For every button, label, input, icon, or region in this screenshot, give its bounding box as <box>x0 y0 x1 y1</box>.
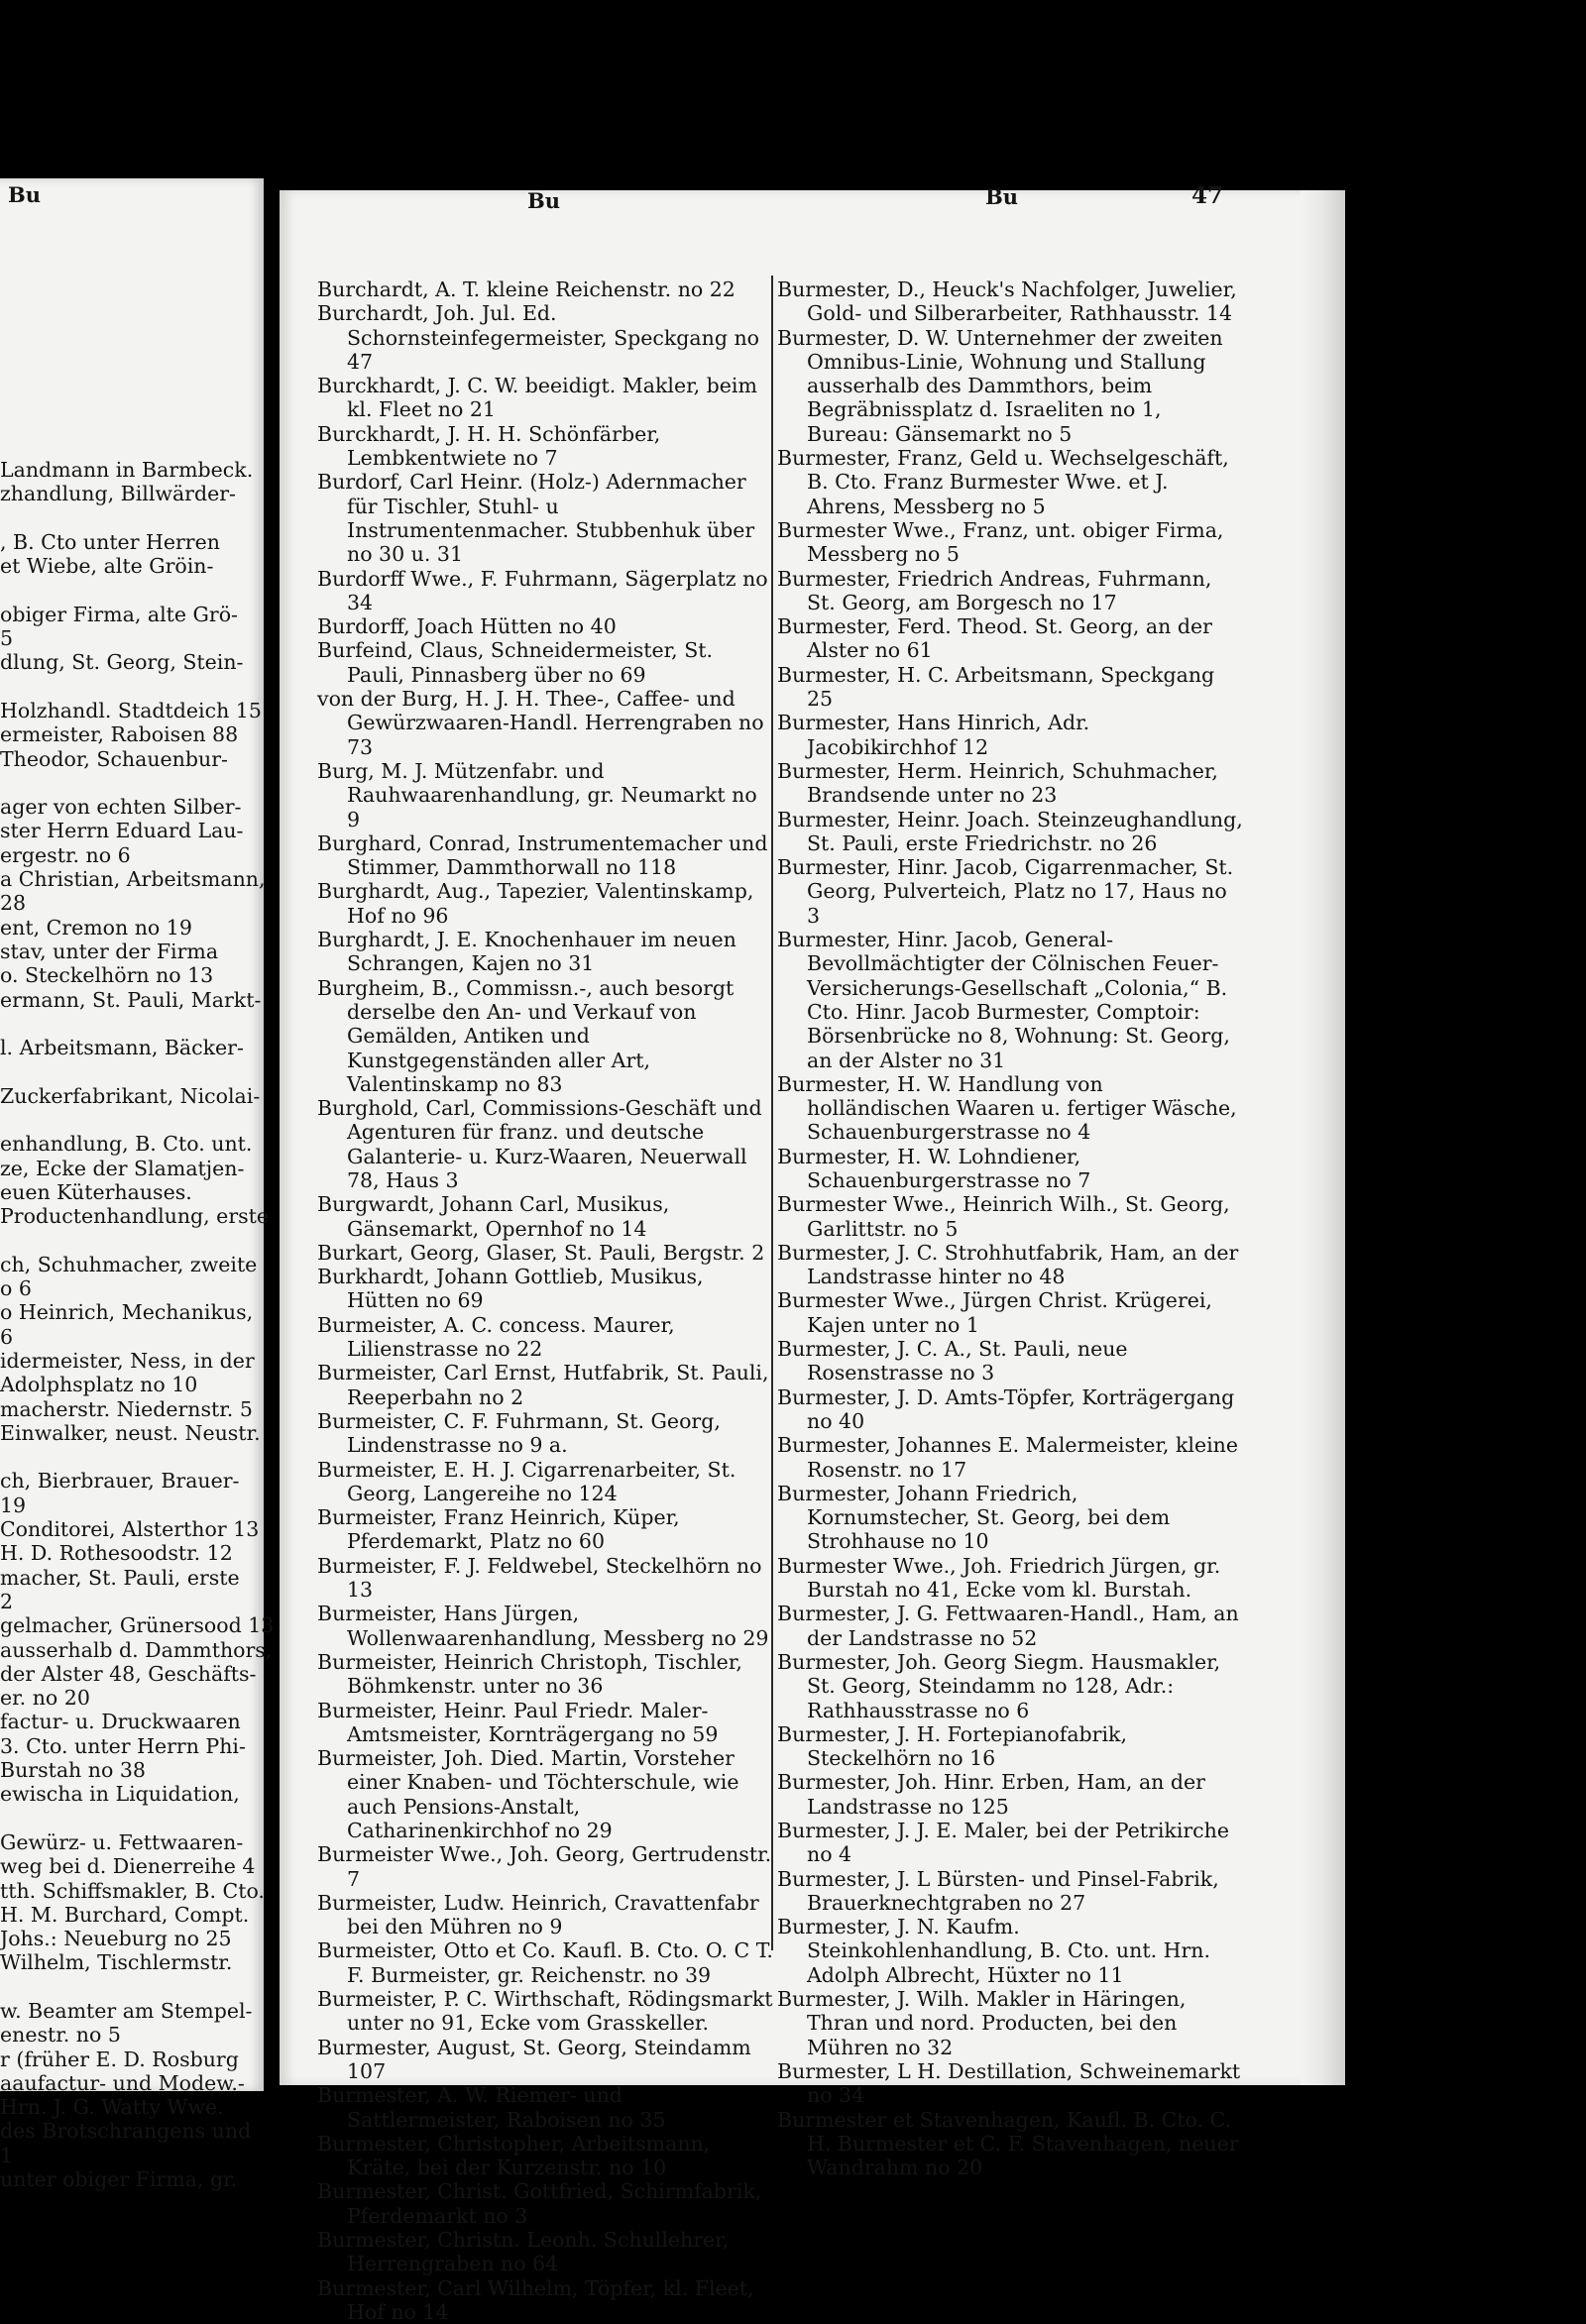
directory-entry: Burmester, Heinr. Joach. Steinzeughandlung, St. Pauli, erste Friedrichstr. no 26 <box>777 807 1243 855</box>
directory-entry: Burmester Wwe., Franz, unt. obiger Firma, Messberg no 5 <box>777 517 1224 567</box>
directory-entry: Burmester, Hans Hinrich, Adr. Jacobikirchhof 12 <box>777 711 1090 759</box>
directory-entry: Burmeister, P. C. Wirthschaft, Rödingsmarkt unter no 91, Ecke vom Grasskeller. <box>317 1987 773 2036</box>
directory-entry: 3. Cto. unter Herrn Phi- <box>0 1733 246 1758</box>
directory-entry: Burmester, Christn. Leonh. Schullehrer, Herrengraben no 64 <box>317 2228 730 2276</box>
directory-entry: Burckhardt, J. C. W. beeidigt. Makler, beim kl. Fleet no 21 <box>317 374 757 422</box>
directory-entry: Einwalker, neust. Neustr. <box>0 1420 261 1445</box>
directory-entry: idermeister, Ness, in der <box>0 1348 255 1373</box>
directory-entry: et Wiebe, alte Gröin- <box>0 554 214 579</box>
directory-entry: Burmester, D. W. Unternehmer der zweiten Omnibus-Linie, Wohnung und Stallung ausserhalb des Dammthors, beim Begräbnissplatz d. Israeliten no 1, Bureau: Gänsemarkt no 5 <box>777 325 1223 446</box>
directory-entry: H. M. Burchard, Compt. <box>0 1902 250 1927</box>
directory-entry: aaufactur- und Modew.- <box>0 2070 245 2095</box>
directory-entry: ermeister, Raboisen 88 <box>0 722 239 747</box>
directory-entry: Burfeind, Claus, Schneidermeister, St. Pauli, Pinnasberg über no 69 <box>317 638 713 687</box>
directory-entry: ermann, St. Pauli, Markt- <box>0 987 262 1012</box>
page-number: 47 <box>1191 182 1224 209</box>
directory-entry: Burmester, D., Heuck's Nachfolger, Juwelier, Gold- und Silberarbeiter, Rathhausstr. 14 <box>777 277 1237 326</box>
directory-entry: Burdorff Wwe., F. Fuhrmann, Sägerplatz no 34 <box>317 566 768 614</box>
directory-entry: Burmester, Hinr. Jacob, General-Bevollmächtigter der Cölnischen Feuer-Versicherungs-Gesellschaft „Colonia,“ B. Cto. Hinr. Jacob Burmester, Comptoir: Börsenbrücke no 8, Wohnung: St. Georg, an der Alster no 31 <box>777 928 1230 1072</box>
directory-entry: Zuckerfabrikant, Nicolai- <box>0 1083 261 1108</box>
directory-entry: Burmester, Hinr. Jacob, Cigarrenmacher, St. Georg, Pulverteich, Platz no 17, Haus no 3 <box>777 855 1234 928</box>
directory-entry: Burmester, A. W. Riemer- und Sattlermeister, Raboisen no 35 <box>317 2083 666 2132</box>
directory-entry: Productenhandlung, erste <box>0 1204 270 1229</box>
directory-entry: Theodor, Schauenbur- <box>0 746 228 771</box>
directory-entry: r (früher E. D. Rosburg <box>0 2047 239 2071</box>
directory-entry: Burmeister, Franz Heinrich, Küper, Pferdemarkt, Platz no 60 <box>317 1505 680 1554</box>
directory-entry: Burmester, J. H. Fortepianofabrik, Steckelhörn no 16 <box>777 1721 1127 1771</box>
directory-entry: Burgheim, B., Commissn.-, auch besorgt derselbe den An- und Verkauf von Gemälden, Antiken und Kunstgegenständen aller Art, Valentinskamp no 83 <box>317 975 735 1096</box>
right-page-header-right: Bu <box>985 184 1019 209</box>
directory-entry: Burmeister, Carl Ernst, Hutfabrik, St. Pauli, Reeperbahn no 2 <box>317 1361 769 1409</box>
directory-entry: Burmester, J. C. A., St. Pauli, neue Rosenstrasse no 3 <box>777 1337 1128 1385</box>
directory-entry: Burmester, Ferd. Theod. St. Georg, an der Alster no 61 <box>777 614 1212 663</box>
directory-entry: macher, St. Pauli, erste <box>0 1565 240 1590</box>
directory-entry: Burmester, J. D. Amts-Töpfer, Korträgergang no 40 <box>777 1384 1235 1433</box>
directory-entry: Conditorei, Alsterthor 13 <box>0 1517 260 1542</box>
directory-entry: Burmeister, F. J. Feldwebel, Steckelhörn no 13 <box>317 1553 762 1603</box>
directory-entry: Burmeister, Heinr. Paul Friedr. Maler-Amtsmeister, Kornträgergang no 59 <box>317 1698 719 1746</box>
directory-entry: ent, Cremon no 19 <box>0 915 192 940</box>
directory-entry: enhandlung, B. Cto. unt. <box>0 1132 253 1157</box>
directory-entry: ster Herrn Eduard Lau- <box>0 819 244 843</box>
directory-entry: des Brotschrangens und <box>0 2119 252 2144</box>
directory-entry: Burmeister, A. C. concess. Maurer, Lilienstrasse no 22 <box>317 1312 675 1362</box>
directory-entry: 5 <box>0 626 14 651</box>
directory-entry: Burmester Wwe., Joh. Friedrich Jürgen, gr. Burstah no 41, Ecke vom kl. Burstah. <box>777 1553 1221 1603</box>
directory-entry: 6 <box>0 1324 14 1349</box>
directory-entry: ch, Schuhmacher, zweite <box>0 1252 258 1276</box>
directory-entry: Burmester, J. Wilh. Makler in Häringen, Thran und nord. Producten, bei den Mühren no 32 <box>777 1987 1187 2059</box>
directory-entry: Burstah no 38 <box>0 1758 146 1783</box>
directory-entry: Burmeister, C. F. Fuhrmann, St. Georg, Lindenstrasse no 9 a. <box>317 1408 721 1458</box>
left-page-column <box>0 458 275 2192</box>
left-page <box>0 178 275 2192</box>
directory-entry: ze, Ecke der Slamatjen- <box>0 1156 245 1180</box>
directory-entry: ergestr. no 6 <box>0 842 131 867</box>
directory-entry: ausserhalb d. Dammthors, <box>0 1637 273 1662</box>
directory-entry: Burmeister, Joh. Died. Martin, Vorsteher einer Knaben- und Töchterschule, wie auch Pensions-Anstalt, Catharinenkirchhof no 29 <box>317 1746 739 1842</box>
directory-entry: Burmeister, E. H. J. Cigarrenarbeiter, St. Georg, Langereihe no 124 <box>317 1457 736 1505</box>
directory-entry: tth. Schiffsmakler, B. Cto. <box>0 1878 265 1903</box>
page-edge-shading <box>1301 190 1345 2085</box>
directory-entry: ch, Bierbrauer, Brauer- <box>0 1469 240 1494</box>
directory-entry <box>0 1229 260 1253</box>
directory-entry: Burghardt, Aug., Tapezier, Valentinskamp, Hof no 96 <box>317 879 754 928</box>
directory-entry: 19 <box>0 1493 27 1517</box>
directory-entry: gelmacher, Grünersood 13 <box>0 1613 275 1638</box>
directory-entry: Burmester, J. N. Kaufm. Steinkohlenhandlung, B. Cto. unt. Hrn. Adolph Albrecht, Hüxter no 11 <box>777 1915 1211 1987</box>
directory-entry <box>0 506 260 530</box>
directory-entry: Burmester et Stavenhagen, Kaufl. B. Cto. C. H. Burmester et C. F. Stavenhagen, neuer Wandrahm no 20 <box>777 2107 1239 2180</box>
directory-entry: Wilhelm, Tischlermstr. <box>0 1950 233 1975</box>
directory-entry: von der Burg, H. J. H. Thee-, Caffee- und Gewürzwaaren-Handl. Herrengraben no 73 <box>317 687 764 759</box>
directory-entry: Burmester, L H. Destillation, Schweinemarkt no 34 <box>777 2058 1241 2108</box>
directory-entry: obiger Firma, alte Grö- <box>0 602 238 626</box>
directory-entry: Adolphsplatz no 10 <box>0 1373 198 1397</box>
directory-entry: o. Steckelhörn no 13 <box>0 963 214 988</box>
directory-entry: a Christian, Arbeitsmann, <box>0 867 266 892</box>
directory-entry: Burmester, J. L Bürsten- und Pinsel-Fabrik, Brauerknechtgraben no 27 <box>777 1866 1219 1915</box>
directory-entry <box>0 1059 260 1083</box>
directory-entry: Landmann in Barmbeck. <box>0 458 254 482</box>
directory-entry: Burg, M. J. Mützenfabr. und Rauhwaarenhandlung, gr. Neumarkt no 9 <box>317 758 757 831</box>
directory-entry: enestr. no 5 <box>0 2023 121 2047</box>
directory-entry: Burmester, Joh. Georg Siegm. Hausmakler, St. Georg, Steindamm no 128, Adr.: Rathhausstrasse no 6 <box>777 1649 1221 1722</box>
directory-entry: Burghold, Carl, Commissions-Geschäft und Agenturen für franz. und deutsche Galanterie- u. Kurz-Waaren, Neuerwall 78, Haus 3 <box>317 1096 762 1192</box>
left-page-header: Bu <box>8 182 42 207</box>
directory-entry: w. Beamter am Stempel- <box>0 1999 253 2023</box>
directory-entry: euen Küterhauses. <box>0 1179 192 1204</box>
directory-entry: Burmester Wwe., Heinrich Wilh., St. Georg, Garlittstr. no 5 <box>777 1192 1230 1241</box>
directory-entry: Burkhardt, Johann Gottlieb, Musikus, Hütten no 69 <box>317 1265 704 1313</box>
directory-entry: er. no 20 <box>0 1686 90 1711</box>
directory-entry: Gewürz- u. Fettwaaren- <box>0 1829 244 1854</box>
directory-entry: Burgwardt, Johann Carl, Musikus, Gänsemarkt, Opernhof no 14 <box>317 1192 670 1241</box>
directory-column-2 <box>777 277 1243 2179</box>
directory-entry <box>0 1108 260 1132</box>
directory-entry: H. D. Rothesoodstr. 12 <box>0 1541 233 1566</box>
directory-entry: Burmester, Joh. Hinr. Erben, Ham, an der Landstrasse no 125 <box>777 1770 1205 1819</box>
directory-entry <box>0 675 260 699</box>
directory-entry <box>0 1807 260 1830</box>
directory-entry: Burmester, J. J. E. Maler, bei der Petrikirche no 4 <box>777 1819 1229 1867</box>
directory-entry: Burmester, H. C. Arbeitsmann, Speckgang 25 <box>777 662 1215 712</box>
directory-entry: Burmester, J. G. Fettwaaren-Handl., Ham, an der Landstrasse no 52 <box>777 1602 1239 1650</box>
directory-entry: Holzhandl. Stadtdeich 15 <box>0 698 262 722</box>
directory-entry: factur- u. Druckwaaren <box>0 1710 241 1734</box>
directory-entry: 2 <box>0 1589 14 1613</box>
directory-entry: Burmeister Wwe., Joh. Georg, Gertrudenstr. 7 <box>317 1842 772 1891</box>
directory-entry: Burmester, Carl Wilhelm, Töpfer, kl. Fleet, Hof no 14 <box>317 2275 754 2324</box>
directory-entry: Burdorf, Carl Heinr. (Holz-) Adernmacher für Tischler, Stuhl- u Instrumentenmacher. Stubbenhuk über no 30 u. 31 <box>317 470 755 567</box>
right-page <box>280 182 1345 2324</box>
directory-entry: macherstr. Niedernstr. 5 <box>0 1396 253 1421</box>
directory-column-1 <box>317 277 773 2324</box>
directory-entry: Burchardt, A. T. kleine Reichenstr. no 22 <box>317 277 736 301</box>
directory-entry: ewischa in Liquidation, <box>0 1782 240 1807</box>
directory-entry: Hrn. J. G. Watty Wwe. <box>0 2095 224 2120</box>
directory-entry: Burkart, Georg, Glaser, St. Pauli, Bergstr. 2 <box>317 1240 765 1265</box>
directory-entry: der Alster 48, Geschäfts- <box>0 1661 257 1686</box>
directory-entry: Burmester, Johann Friedrich, Kornumstecher, St. Georg, bei dem Strohhause no 10 <box>777 1481 1171 1554</box>
directory-entry <box>0 578 260 602</box>
directory-entry: Burmester, Christ. Gottfried, Schirmfabrik, Pferdemarkt no 3 <box>317 2179 762 2228</box>
right-page-header-left: Bu <box>527 188 561 213</box>
directory-entry: Burmester, Herm. Heinrich, Schuhmacher, Brandsende unter no 23 <box>777 758 1218 808</box>
directory-entry: Burdorff, Joach Hütten no 40 <box>317 614 617 639</box>
directory-entry: o 6 <box>0 1276 32 1301</box>
directory-entry: zhandlung, Billwärder- <box>0 482 236 506</box>
directory-entry: Burchardt, Joh. Jul. Ed. Schornsteinfegermeister, Speckgang no 47 <box>317 301 760 374</box>
directory-entry: Burghard, Conrad, Instrumentemacher und Stimmer, Dammthorwall no 118 <box>317 830 768 880</box>
directory-entry: Burmeister, Hans Jürgen, Wollenwaarenhandlung, Messberg no 29 <box>317 1602 769 1650</box>
directory-entry: Burmester, Christopher, Arbeitsmann, Kräte, bei der Kurzenstr. no 10 <box>317 2131 711 2180</box>
directory-entry: , B. Cto unter Herren <box>0 529 220 554</box>
directory-entry: Burmester, Friedrich Andreas, Fuhrmann, St. Georg, am Borgesch no 17 <box>777 566 1212 614</box>
directory-entry: l. Arbeitsmann, Bäcker- <box>0 1036 244 1060</box>
directory-entry: ager von echten Silber- <box>0 795 242 820</box>
directory-entry: Burmester, H. W. Lohndiener, Schauenburgerstrasse no 7 <box>777 1144 1091 1192</box>
directory-entry: Burghardt, J. E. Knochenhauer im neuen Schrangen, Kajen no 31 <box>317 928 736 976</box>
directory-entry: dlung, St. Georg, Stein- <box>0 650 244 675</box>
directory-entry: Johs.: Neueburg no 25 <box>0 1927 232 1951</box>
directory-entry: Burmester Wwe., Jürgen Christ. Krügerei, Kajen unter no 1 <box>777 1288 1212 1337</box>
directory-entry: Burmester, J. C. Strohhutfabrik, Ham, an der Landstrasse hinter no 48 <box>777 1240 1239 1289</box>
directory-entry: 28 <box>0 891 27 916</box>
directory-entry: weg bei d. Dienerreihe 4 <box>0 1854 256 1879</box>
directory-entry: Burmeister, Ludw. Heinrich, Cravattenfabr bei den Mühren no 9 <box>317 1890 759 1939</box>
directory-entry <box>0 1445 260 1469</box>
directory-entry: Burckhardt, J. H. H. Schönfärber, Lembkentwiete no 7 <box>317 421 661 471</box>
directory-entry <box>0 1012 260 1036</box>
directory-entry: Burmeister, Heinrich Christoph, Tischler, Böhmkenstr. unter no 36 <box>317 1649 742 1699</box>
directory-entry: 1 <box>0 2143 14 2167</box>
directory-entry: stav, unter der Firma <box>0 939 219 963</box>
directory-entry: o Heinrich, Mechanikus, <box>0 1300 254 1325</box>
directory-entry <box>0 771 260 795</box>
directory-entry: Burmester, August, St. Georg, Steindamm 107 <box>317 2035 751 2083</box>
directory-entry: Burmester, Franz, Geld u. Wechselgeschäft, B. Cto. Franz Burmester Wwe. et J. Ahrens, Messberg no 5 <box>777 446 1229 518</box>
directory-entry: unter obiger Firma, gr. <box>0 2167 238 2192</box>
directory-entry <box>0 1975 260 1999</box>
directory-entry: Burmester, Johannes E. Malermeister, kleine Rosenstr. no 17 <box>777 1433 1238 1482</box>
directory-entry: Burmeister, Otto et Co. Kaufl. B. Cto. O. C T. F. Burmeister, gr. Reichenstr. no 39 <box>317 1938 773 1987</box>
directory-entry: Burmester, H. W. Handlung von holländischen Waaren u. fertiger Wäsche, Schauenburgerstrasse no 4 <box>777 1071 1237 1145</box>
